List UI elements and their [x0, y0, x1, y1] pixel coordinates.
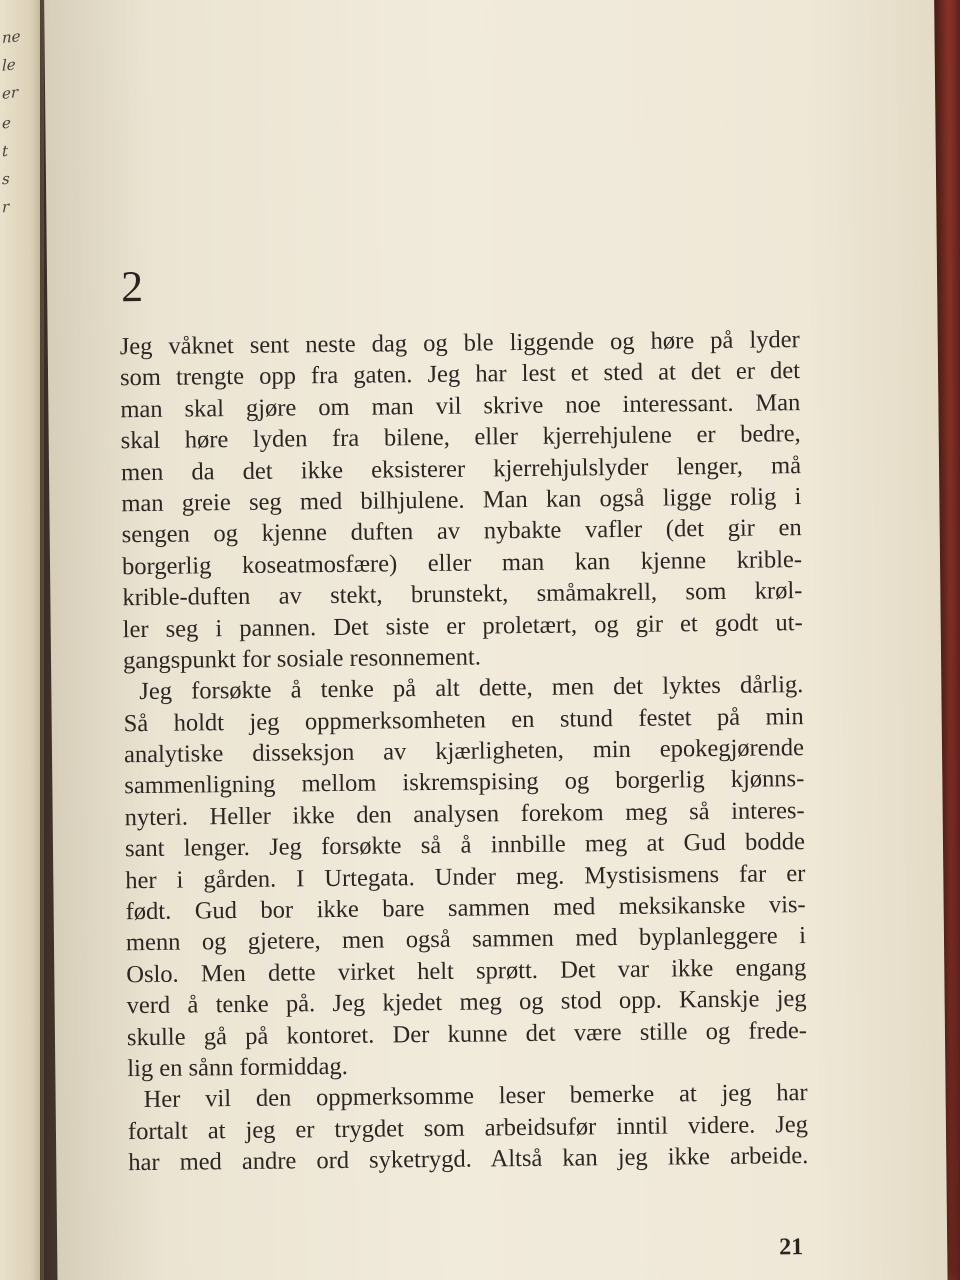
text-line: man greie seg med bilhjulene. Man kan også ligge rolig i: [121, 483, 802, 518]
text-line: ler seg i pannen. Det siste er proletært, og gir et godt ut-: [122, 608, 803, 643]
text-line: sammenligning mellom iskremspising og borgerlig kjønns-: [124, 765, 805, 800]
text-line: som trengte opp fra gaten. Jeg har lest et sted at det er det: [119, 357, 801, 392]
text-line: født. Gud bor ikke bare sammen med meksikanske vis-: [125, 891, 806, 926]
text-line: har med andre ord syketrygd. Altså kan jeg ikke arbeide.: [128, 1142, 809, 1177]
facing-page-fragment: t: [2, 141, 9, 161]
text-line: skulle gå på kontoret. Der kunne det være stille og frede-: [126, 1016, 808, 1051]
text-line: man skal gjøre om man vil skrive noe interessant. Man: [120, 388, 801, 424]
book-page: [44, 0, 948, 1280]
facing-page-fragment: e: [2, 113, 11, 133]
text-line: menn og gjetere, men også sammen med byplanleggere i: [125, 922, 807, 957]
text-line: krible-duften av stekt, brunstekt, småmakrell, som krøl-: [122, 577, 803, 612]
text-line: Jeg forsøkte å tenke på alt dette, men det lyktes dårlig.: [139, 671, 804, 706]
text-line: analytiske disseksjon av kjærligheten, min epokegjørende: [123, 734, 805, 769]
text-line: skal høre lyden fra bilene, eller kjerrehjulene er bedre,: [120, 420, 801, 455]
text-line: lig en sånn formiddag.: [127, 1052, 348, 1083]
text-line: her i gården. I Urtegata. Under meg. Mystisismens far er: [125, 859, 806, 894]
facing-page-fragment: er: [2, 83, 19, 103]
text-line: verd å tenke på. Jeg kjedet meg og stod opp. Kanskje jeg: [126, 985, 807, 1020]
text-line: sengen og kjenne duften av nybakte vafler (det gir en: [121, 514, 802, 549]
facing-page-fragment: le: [2, 55, 16, 75]
text-line: Jeg våknet sent neste dag og ble liggende og høre på lyder: [119, 326, 800, 361]
facing-page-fragment: r: [2, 197, 10, 217]
body-text: [120, 324, 809, 1179]
page-number: 21: [779, 1234, 804, 1261]
text-line: nyteri. Heller ikke den analysen forekom meg så interes-: [124, 796, 805, 832]
facing-page: [0, 0, 44, 1280]
text-line: gangspunkt for sosiale resonnement.: [122, 643, 482, 675]
text-line: men da det ikke eksisterer kjerrehjulslyder lenger, må: [120, 451, 802, 486]
paragraph-1: [120, 324, 804, 676]
chapter-number: 2: [120, 261, 144, 312]
facing-page-fragment: s: [2, 169, 10, 189]
facing-page-fragment: ne: [2, 27, 21, 47]
text-line: borgerlig koseatmosfære) eller man kan kjenne krible-: [121, 545, 803, 580]
text-line: Her vil den oppmerksomme leser bemerke at jeg har: [143, 1079, 808, 1114]
text-line: fortalt at jeg er trygdet som arbeidsufør inntil videre. Jeg: [127, 1110, 809, 1145]
paragraph-2: [123, 669, 807, 1084]
text-line: Oslo. Men dette virket helt sprøtt. Det var ikke engang: [126, 953, 807, 989]
text-line: sant lenger. Jeg forsøkte så å innbille meg at Gud bodde: [124, 828, 806, 863]
paragraph-3: [127, 1077, 808, 1178]
text-line: Så holdt jeg oppmerksomheten en stund festet på min: [123, 702, 804, 737]
